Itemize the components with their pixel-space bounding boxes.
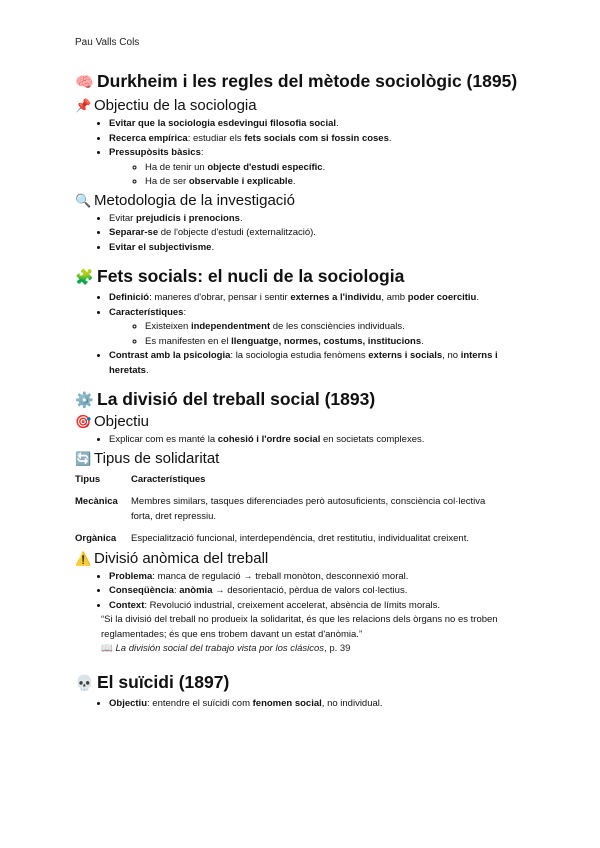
subheading-metodologia [75, 191, 525, 210]
citation-page: , p. 39 [324, 643, 351, 654]
bullet-list [75, 433, 525, 448]
subheading-objectiu [75, 412, 525, 431]
list-item: • Conseqüència: anòmia → desorientació, pèrdua de valors col·lectius. [109, 584, 525, 599]
list-item: • Definició: maneres d'obrar, pensar i sentir externes a l'individu, amb poder coercitiu. [109, 291, 525, 306]
sub-bullet-list [109, 320, 525, 349]
list-item: • Evitar prejudicis i prenocions. [109, 212, 525, 227]
warning-icon: ⚠️ [75, 550, 92, 566]
list-item: • Pressupòsits bàsics: ◦ Ha de tenir un objecte d'estudi específic. ◦ Ha de ser observable i explicable. [109, 146, 525, 190]
list-item: • Objectiu: entendre el suïcidi com fenomen social, no individual. [109, 697, 525, 712]
pushpin-icon: 📌 [75, 98, 92, 113]
list-item: • Contrast amb la psicologia: la sociologia estudia fenòmens externs i socials, no interns i heretats. [109, 349, 525, 378]
list-item: • Evitar que la sociologia esdevingui filosofia social. [109, 117, 525, 132]
author-name: Pau Valls Cols [75, 37, 140, 48]
subheading-objectiu-sociologia [75, 96, 525, 115]
section-heading-fets-socials [75, 265, 525, 289]
table-header-tipus: Tipus [75, 473, 101, 485]
table-cell: Especialització funcional, interdependència, dret restitutiu, individualitat creixent. [131, 533, 469, 544]
list-item: • Separar-se de l'objecte d'estudi (externalització). [109, 226, 525, 241]
list-item: • Problema: manca de regulació → treball monòton, desconnexió moral. [109, 570, 525, 585]
section-heading-divisio-treball [75, 388, 525, 412]
citation-title: La división social del trabajo vista por los clásicos [115, 643, 325, 654]
skull-icon: 💀 [75, 674, 94, 692]
list-item: ◦ Existeixen independentment de les consciències individuals. [145, 320, 525, 335]
table-row [75, 493, 505, 530]
section-title: El suïcidi (1897) [97, 671, 230, 692]
section-heading-suicidi [75, 671, 525, 695]
bullet-list [75, 291, 525, 378]
list-item: ◦ Es manifesten en el llenguatge, normes, costums, institucions. [145, 335, 525, 350]
subheading-tipus-solidaritat [75, 449, 525, 468]
list-item: ◦ Ha de ser observable i explicable. [145, 175, 525, 190]
citation [75, 642, 525, 657]
subheading-title: Objectiu [94, 413, 150, 430]
book-icon: 📖 [101, 643, 113, 654]
subheading-title: Metodologia de la investigació [94, 191, 295, 209]
section-title: Durkheim i les regles del mètode sociològic (1895) [97, 71, 518, 91]
section-title: La divisió del treball social (1893) [97, 389, 376, 409]
table-cell: Membres similars, tasques diferenciades però autosuficients, consciència col·lectiva forta, dret repressiu. [131, 496, 486, 522]
table-header-caracteristiques: Característiques [131, 473, 206, 485]
bullet-list [75, 570, 525, 614]
table-cell: Orgànica [75, 533, 117, 544]
table-cell: Mecànica [75, 496, 118, 507]
list-item: • Característiques: ◦ Existeixen independentment de les consciències individuals. ◦ Es manifesten en el llenguatge, normes, costums, institucions. [109, 306, 525, 350]
bullet-list [75, 212, 525, 256]
gear-icon: ⚙️ [75, 392, 94, 409]
puzzle-icon: 🧩 [75, 269, 94, 286]
subheading-title: Tipus de solidaritat [94, 449, 220, 467]
subheading-title: Divisió anòmica del treball [94, 549, 269, 567]
section-title: Fets socials: el nucli de la sociologia [97, 266, 405, 286]
cycle-arrows-icon: 🔄 [75, 450, 92, 466]
list-item: • Explicar com es manté la cohesió i l'ordre social en societats complexes. [109, 433, 525, 448]
solidarity-table [75, 471, 505, 553]
bullet-list [75, 697, 525, 712]
sub-bullet-list [109, 161, 525, 190]
section-heading-durkheim [75, 70, 525, 94]
list-item: • Evitar el subjectivisme. [109, 241, 525, 256]
target-icon: 🎯 [75, 414, 92, 429]
document-content [75, 70, 525, 711]
list-item: ◦ Ha de tenir un objecte d'estudi específic. [145, 161, 525, 176]
table-header-row [75, 471, 505, 494]
bullet-list [75, 117, 525, 190]
list-item: • Recerca empírica: estudiar els fets socials com si fossin coses. [109, 132, 525, 147]
list-item: • Context: Revolució industrial, creixement accelerat, absència de límits morals. [109, 599, 525, 614]
quote-text: “Si la divisió del treball no produeix la solidaritat, és que les relacions dels òrgans no es troben reglamentades; és que ens trobem davant un estat d'anòmia.” [101, 614, 498, 640]
magnifier-icon: 🔍 [75, 192, 92, 208]
subheading-divisio-anomica [75, 549, 525, 568]
subheading-title: Objectiu de la sociologia [94, 97, 257, 114]
brain-icon: 🧠 [75, 74, 94, 91]
